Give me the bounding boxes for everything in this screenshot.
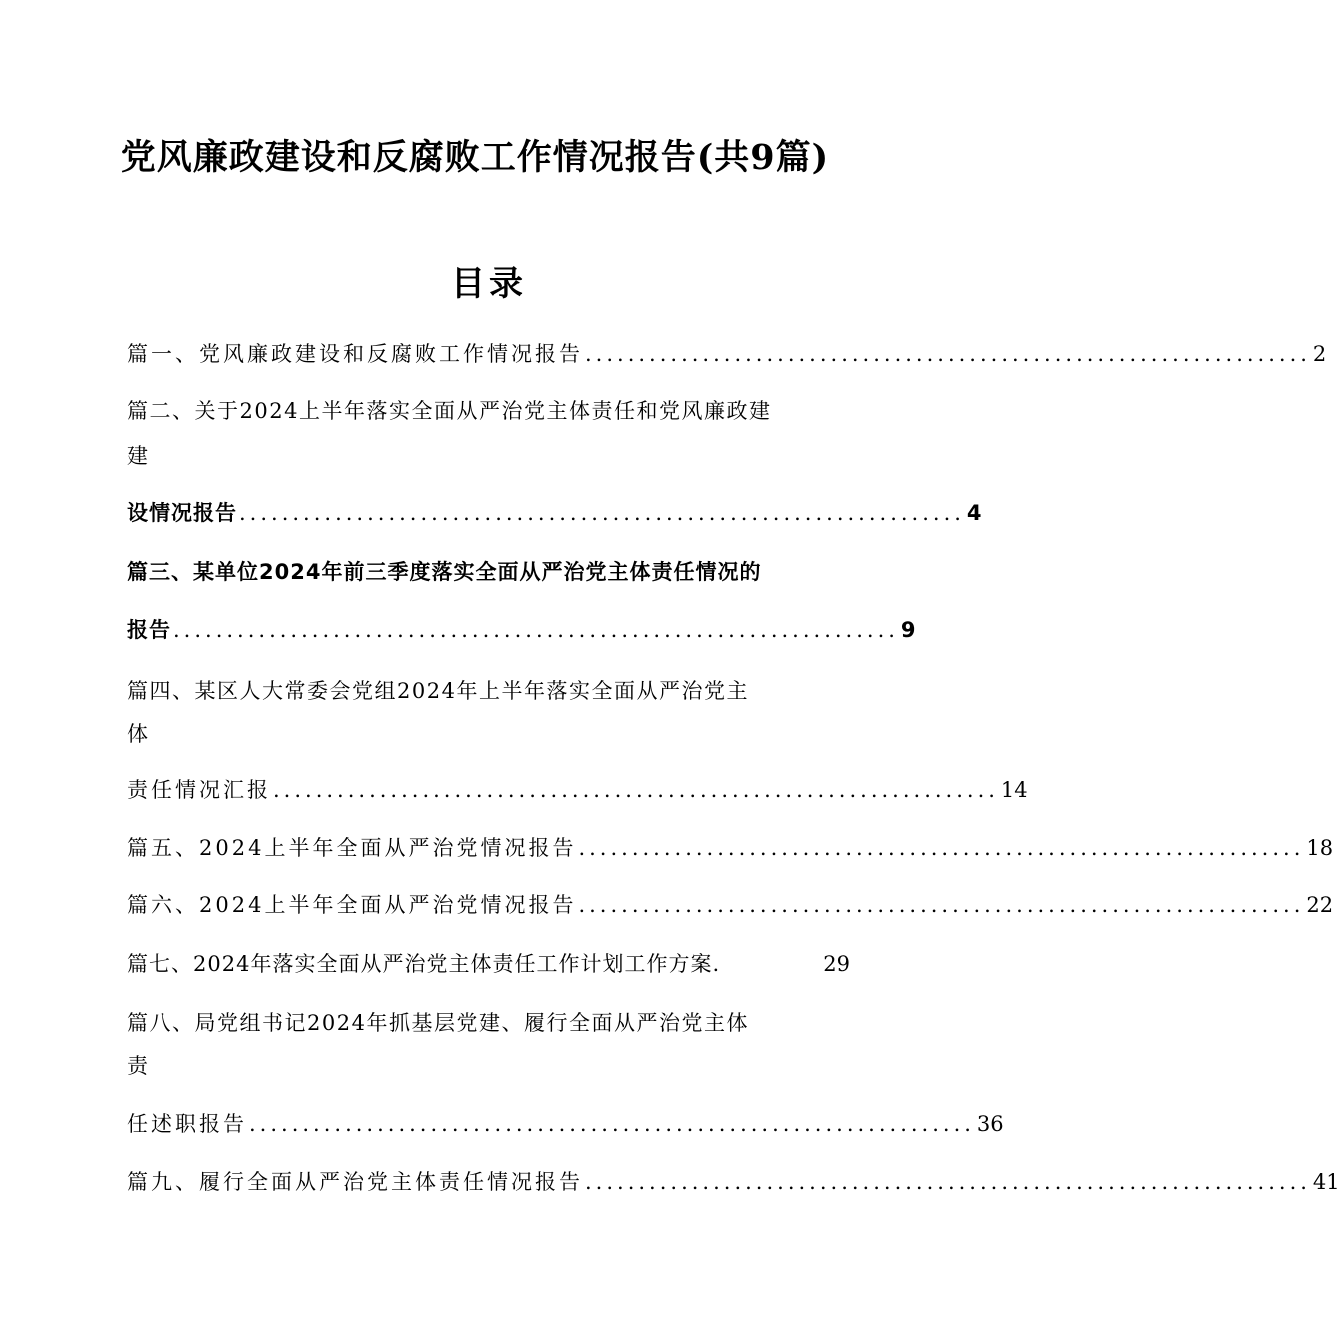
toc-page-number: 41 xyxy=(1312,1170,1340,1194)
toc-page-number: 18 xyxy=(1306,836,1334,860)
toc-entry-title: 报告 xyxy=(127,618,171,642)
toc-entry-title: 责任情况汇报 xyxy=(127,778,271,802)
toc-page-number: 22 xyxy=(1306,893,1334,917)
toc-entry-title: 篇七、2024年落实全面从严治党主体责任工作计划工作方案. xyxy=(127,952,721,976)
toc-dot-leader: .................................................................... xyxy=(585,1170,1311,1194)
toc-page-number: 9 xyxy=(900,618,916,642)
toc-dot-leader: .................................................................... xyxy=(249,1112,975,1136)
toc-entry-title: 篇六、2024上半年全面从严治党情况报告 xyxy=(127,893,577,917)
document-title: 党风廉政建设和反腐败工作情况报告(共9篇) xyxy=(120,137,830,178)
toc-entry-title: 任述职报告 xyxy=(127,1112,247,1136)
toc-entry-title: 建 xyxy=(127,444,151,468)
toc-entry-3-line2[interactable] xyxy=(127,614,916,650)
toc-page-number: 4 xyxy=(966,501,982,525)
toc-dot-leader: .................................................................... xyxy=(173,618,899,642)
toc-dot-leader: .................................................................... xyxy=(273,778,999,802)
toc-page-number: 29 xyxy=(823,952,850,976)
toc-entry-4-line1[interactable] xyxy=(127,675,850,711)
toc-entry-5[interactable] xyxy=(127,832,1334,868)
toc-entry-title: 篇八、局党组书记2024年抓基层党建、履行全面从严治党主体 xyxy=(127,1011,749,1035)
toc-entry-title: 篇九、履行全面从严治党主体责任情况报告 xyxy=(127,1170,583,1194)
toc-dot-leader: .................................................................... xyxy=(578,893,1305,917)
toc-entry-title: 设情况报告 xyxy=(127,501,237,525)
toc-entry-8-line1[interactable] xyxy=(127,1007,850,1043)
toc-entry-2-line2[interactable] xyxy=(127,440,850,476)
toc-page-number: 36 xyxy=(976,1112,1004,1136)
toc-page-number: 2 xyxy=(1312,342,1327,366)
toc-page-number: 14 xyxy=(1000,778,1028,802)
toc-entry-3-line1[interactable] xyxy=(127,556,850,592)
toc-entry-8-line2[interactable] xyxy=(127,1050,850,1086)
toc-entry-2-line3[interactable] xyxy=(127,497,982,533)
toc-entry-title: 篇三、某单位2024年前三季度落实全面从严治党主体责任情况的 xyxy=(127,560,762,584)
toc-dot-leader: .................................................................... xyxy=(578,836,1305,860)
toc-entry-title: 篇一、党风廉政建设和反腐败工作情况报告 xyxy=(127,342,583,366)
toc-entry-8-line3[interactable] xyxy=(127,1108,1004,1144)
toc-heading: 目录 xyxy=(451,264,527,304)
toc-dot-leader: .................................................................... xyxy=(585,342,1311,366)
toc-entry-9[interactable] xyxy=(127,1166,1340,1202)
toc-entry-4-line3[interactable] xyxy=(127,774,1028,810)
toc-dot-leader: .................................................................... xyxy=(239,501,965,525)
toc-entry-2-line1[interactable] xyxy=(127,395,850,431)
toc-entry-title: 篇四、某区人大常委会党组2024年上半年落实全面从严治党主 xyxy=(127,679,749,703)
toc-entry-title: 责 xyxy=(127,1054,151,1078)
toc-entry-title: 篇二、关于2024上半年落实全面从严治党主体责任和党风廉政建 xyxy=(127,399,772,423)
toc-entry-7[interactable] xyxy=(127,948,850,984)
toc-entry-6[interactable] xyxy=(127,889,1334,925)
toc-entry-title: 篇五、2024上半年全面从严治党情况报告 xyxy=(127,836,577,860)
toc-entry-4-line2[interactable] xyxy=(127,718,850,754)
toc-entry-title: 体 xyxy=(127,722,151,746)
toc-entry-1[interactable] xyxy=(127,338,1327,374)
